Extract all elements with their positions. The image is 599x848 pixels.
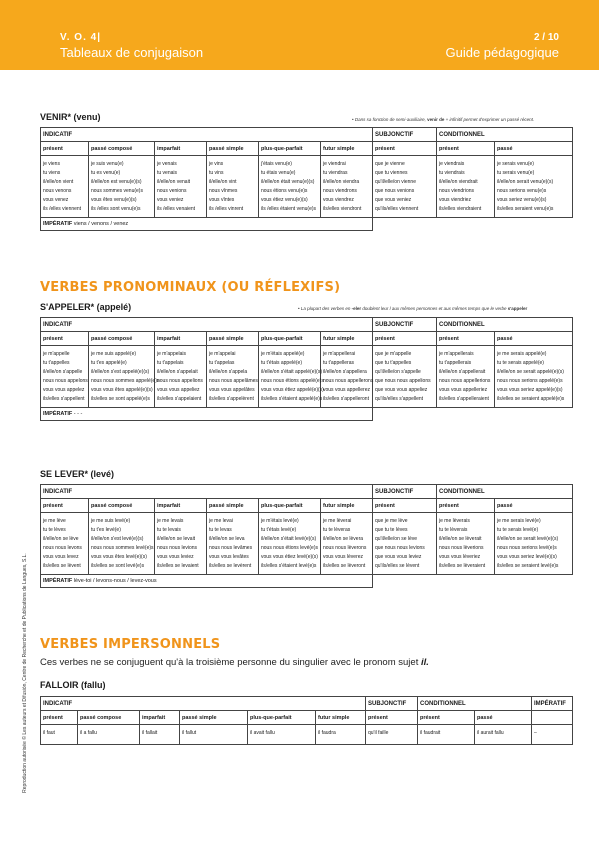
conjugation-form: vous vous êtes levé(e)(s) [91,554,147,560]
header-passe-compose: passé composé [89,332,155,346]
conjugation-form: ils/elles se lèvent [43,563,81,569]
header-title: Tableaux de conjugaison [60,45,204,60]
conjugation-form: nous nous sommes levé(e)s [91,545,154,551]
conjugation-table-falloir [40,696,573,745]
conjugation-form: que tu t'appelles [375,360,412,366]
conjugation-form: je serais venu(e) [497,161,534,167]
header-passe-compose: passé composé [89,499,155,513]
book-code: V. O. 4| [60,32,102,43]
conjugation-form: vous veniez [157,197,184,203]
conjugation-form: tu te serais appelé(e) [497,360,544,366]
header-passe-simple: passé simple [207,332,259,346]
conjugation-form: je me serais levé(e) [497,518,541,524]
header-plus-que-parfait: plus-que-parfait [259,332,321,346]
conjugation-form: je m'étais levé(e) [261,518,299,524]
conjugation-cell [259,156,321,218]
conjugation-cell [373,346,437,408]
conjugation-form: qu'il/elle/on vienne [375,179,416,185]
conjugation-form: il/elle/on viendrait [439,179,478,185]
conjugation-form: tu te levais [157,527,181,533]
conjugation-form: que nous venions [375,188,415,194]
conjugation-form: nous nous appellerons [323,378,374,384]
verb-title-falloir: FALLOIR (fallu) [40,680,106,690]
conjugation-cell [437,346,495,408]
conjugation-form: tu vins [209,170,224,176]
conjugation-form: nous nous lèverons [323,545,367,551]
group-indicatif: INDICATIF [41,485,373,499]
conjugation-cell [41,513,89,575]
header-present: présent [437,142,495,156]
conjugation-form: il/elle/on s'est levé(e)(s) [91,536,144,542]
conjugation-form: vous vous êtes appelé(e)(s) [91,387,153,393]
conjugation-form: je me lèverais [439,518,470,524]
conjugation-form: que tu viennes [375,170,408,176]
group-subjonctif: SUBJONCTIF [366,697,418,711]
conjugation-form: tu t'étais appelé(e) [261,360,302,366]
conjugation-form: que nous nous levions [375,545,425,551]
conjugation-form: qu'ils/elles se lèvent [375,563,420,569]
conjugation-form: ils /elles viennent [43,206,82,212]
imperatif-cell [41,408,373,421]
conjugation-form: ils/elles s'appelaient [157,396,202,402]
conjugation-form: je me lève [43,518,66,524]
conjugation-form: nous nous appellerions [439,378,491,384]
group-conditionnel: CONDITIONNEL [437,485,573,499]
header-right [446,32,560,60]
conjugation-form: vous vous leviez [157,554,194,560]
conjugation-form: tu t'appelles [43,360,70,366]
imperatif-forms: lève-toi / levons-nous / levez-vous [73,578,157,584]
header-plus-que-parfait: plus-que-parfait [259,142,321,156]
conjugation-form: je me suis levé(e) [91,518,131,524]
conjugation-form: vous vous lèveriez [439,554,481,560]
conjugation-form: il/elle/on s'est appelé(e)(s) [91,369,150,375]
verb-note-venir: • Dans sa fonction de semi-auxiliaire, venir de + infinitif permet d'exprimer un passé récent. [352,117,535,122]
header-present: présent [437,332,495,346]
header-plus-que-parfait: plus-que-parfait [248,711,316,725]
conjugation-form: vous vous appeliez [157,387,200,393]
header-passe-simple: passé simple [207,499,259,513]
imperatif-spacer [373,408,573,421]
header-cond-present: présent [418,711,475,725]
conjugation-cell [89,346,160,408]
conjugation-form: je me lèverai [323,518,352,524]
header-left [60,32,203,60]
conjugation-table-selever [40,484,573,588]
verb-title-selever: SE LEVER* (levé) [40,469,115,479]
conjugation-cell [437,513,495,575]
group-conditionnel: CONDITIONNEL [418,697,532,711]
imperatif-forms: viens / venons / venez [73,221,129,227]
conjugation-form: je me serais appelé(e) [497,351,547,357]
conjugation-form: il/elle/on se serait appelé(e)(s) [497,369,564,375]
cell-cond-present: il faudrait [418,725,475,745]
conjugation-form: je m'appelle [43,351,70,357]
conjugation-form: il/elle/on vint [209,179,237,185]
conjugation-cell [41,346,89,408]
header-passe-simple: passé simple [180,711,248,725]
conjugation-form: il/elle/on est venu(e)(s) [91,179,142,185]
conjugation-form: il/elle/on s'appelait [157,369,198,375]
conjugation-form: vous vous appelâtes [209,387,255,393]
conjugation-cell [495,346,573,408]
group-subjonctif: SUBJONCTIF [373,128,437,142]
conjugation-form: je viendrais [439,161,465,167]
conjugation-form: que vous veniez [375,197,412,203]
conjugation-form: je me levai [209,518,233,524]
conjugation-form: il/elle/on s'appelle [43,369,83,375]
conjugation-cell [321,513,373,575]
header-plus-que-parfait: plus-que-parfait [259,499,321,513]
conjugation-form: nous nous lèverions [439,545,484,551]
conjugation-form: je venais [157,161,177,167]
cell-imparfait: il fallait [140,725,180,745]
imperatif-forms: - - - [73,411,83,417]
conjugation-form: il/elle/on se leva [209,536,245,542]
conjugation-form: ils /elles venaient [157,206,196,212]
section-title-impersonnels: VERBES IMPERSONNELS [40,637,221,652]
conjugation-form: il/elle/on vient [43,179,74,185]
conjugation-form: vous viendrez [323,197,354,203]
conjugation-form: je viendrai [323,161,346,167]
header-futur-simple: futur simple [316,711,366,725]
conjugation-form: il/elle/on viendra [323,179,360,185]
cell-subj-present: qu'il faille [366,725,418,745]
header-imparfait: imparfait [155,332,207,346]
conjugation-form: nous nous appelions [157,378,203,384]
header-passe-compose: passé composé [89,142,155,156]
copyright-text: Reproduction autorisée © Les auteurs et Difusión, Centre de Recherche et de Publications de Langues, S.L. [22,553,28,793]
conjugation-form: j'étais venu(e) [261,161,292,167]
conjugation-form: ils/elles se sont appelé(e)s [91,396,150,402]
conjugation-form: que vous vous leviez [375,554,422,560]
conjugation-cell [321,346,373,408]
conjugation-form: nous viendrions [439,188,475,194]
conjugation-cell [321,156,373,218]
conjugation-cell [373,156,437,218]
conjugation-form: nous nous levâmes [209,545,253,551]
conjugation-cell [495,156,573,218]
conjugation-form: nous nous étions appelé(e)s [261,378,324,384]
conjugation-form: il/elle/on était venu(e)(s) [261,179,315,185]
conjugation-form: je viens [43,161,60,167]
conjugation-form: je m'appellerais [439,351,474,357]
conjugation-form: que je me lève [375,518,408,524]
conjugation-form: il/elle/on s'appellerait [439,369,486,375]
group-imperatif: IMPÉRATIF [532,697,573,711]
conjugation-form: qu'ils/elles viennent [375,206,419,212]
conjugation-cell [155,156,207,218]
conjugation-cell [207,346,259,408]
conjugation-form: ils /elles étaient venu(e)s [261,206,317,212]
conjugation-form: tu viendras [323,170,348,176]
imperatif-label: IMPÉRATIF [43,221,73,227]
conjugation-form: vous vous levez [43,554,79,560]
conjugation-form: que nous nous appelions [375,378,431,384]
conjugation-form: nous nous appelons [43,378,88,384]
conjugation-form: nous venions [157,188,187,194]
header-present: présent [41,499,89,513]
conjugation-form: que je vienne [375,161,405,167]
conjugation-form: nous venons [43,188,72,194]
group-indicatif: INDICATIF [41,128,373,142]
page-number: 2 / 10 [533,32,559,43]
conjugation-form: tu t'étais levé(e) [261,527,297,533]
conjugation-form: tu t'appelas [209,360,235,366]
conjugation-form: il/elle/on se serait levé(e)(s) [497,536,559,542]
conjugation-form: il/elle/on s'était levé(e)(s) [261,536,317,542]
header-present: présent [41,332,89,346]
conjugation-form: tu t'appelleras [323,360,354,366]
header-imperatif-empty [532,711,573,725]
imperatif-cell [41,218,373,231]
imperatif-label: IMPÉRATIF [43,411,73,417]
group-conditionnel: CONDITIONNEL [437,318,573,332]
imperatif-spacer [373,575,573,588]
group-conditionnel: CONDITIONNEL [437,128,573,142]
header-passe: passé [495,332,573,346]
conjugation-form: vous vous appelleriez [439,387,488,393]
conjugation-form: nous nous levons [43,545,82,551]
conjugation-form: vous vous seriez levé(e)(s) [497,554,557,560]
conjugation-form: il/elle/on se levait [157,536,196,542]
header-present: présent [373,332,437,346]
conjugation-form: vous venez [43,197,69,203]
conjugation-form: ils/elles s'étaient levé(e)s [261,563,317,569]
guide-title: Guide pédagogique [445,45,559,60]
verb-note-sappeler: • La plupart des verbes en -eler doublent leur l aux mêmes personnes et aux mêmes temps que le verbe s'appeler [298,306,528,311]
conjugation-form: je suis venu(e) [91,161,124,167]
conjugation-cell [207,513,259,575]
conjugation-form: tu t'es appelé(e) [91,360,127,366]
cell-passe-simple: il fallut [180,725,248,745]
conjugation-cell [207,156,259,218]
conjugation-form: tu venais [157,170,178,176]
conjugation-cell [437,156,495,218]
header-cond-passe: passé [475,711,532,725]
conjugation-form: tu es venu(e) [91,170,121,176]
cell-futur-simple: il faudra [316,725,366,745]
conjugation-form: ils/elles se sont levé(e)s [91,563,145,569]
conjugation-form: vous êtes venu(e)(s) [91,197,137,203]
header-present: présent [373,142,437,156]
imperatif-label: IMPÉRATIF [43,578,73,584]
cell-imperatif: – [532,725,573,745]
cell-present: il faut [41,725,78,745]
conjugation-form: qu'il/elle/on se lève [375,536,418,542]
conjugation-form: il/elle/on s'appellera [323,369,367,375]
conjugation-form: vous seriez venu(e)(s) [497,197,547,203]
header-passe: passé [495,142,573,156]
conjugation-form: nous nous levions [157,545,198,551]
conjugation-cell [259,346,324,408]
cell-passe-compose: il a fallu [78,725,140,745]
header-present: présent [373,499,437,513]
conjugation-form: vous vous seriez appelé(e)(s) [497,387,563,393]
conjugation-table-venir [40,127,573,231]
impersonnels-intro: Ces verbes ne se conjuguent qu'à la troisième personne du singulier avec le pronom sujet il. [40,657,429,668]
conjugation-form: ils/elles se lèveront [323,563,366,569]
conjugation-form: vous vous lèverez [323,554,364,560]
conjugation-form: ils/elles se levèrent [209,563,252,569]
conjugation-form: vous vîntes [209,197,235,203]
conjugation-form: nous nous serions appelé(e)s [497,378,563,384]
conjugation-form: il/elle/on se lève [43,536,79,542]
conjugation-form: qu'il/elle/on s'appelle [375,369,421,375]
conjugation-form: nous serions venu(e)s [497,188,547,194]
header-imparfait: imparfait [155,142,207,156]
conjugation-form: nous nous serions levé(e)s [497,545,557,551]
header-passe-compose: passé compose [78,711,140,725]
conjugation-cell [495,513,573,575]
conjugation-form: ils/elles se seraient levé(e)s [497,563,559,569]
conjugation-form: il/elle/on serait venu(e)(s) [497,179,554,185]
section-title-pronominaux: VERBES PRONOMINAUX (OU RÉFLEXIFS) [40,280,341,295]
conjugation-form: nous nous sommes appelé(e)s [91,378,160,384]
header-futur-simple: futur simple [321,142,373,156]
conjugation-form: ils/elles viendront [323,206,362,212]
conjugation-form: je me levais [157,518,184,524]
conjugation-form: tu étais venu(e) [261,170,296,176]
conjugation-table-sappeler [40,317,573,421]
conjugation-form: il/elle/on s'était appelé(e)(s) [261,369,322,375]
conjugation-form: vous vous étiez appelé(e)(s) [261,387,324,393]
conjugation-form: je m'appellerai [323,351,356,357]
conjugation-form: ils/elles s'appelleront [323,396,369,402]
header-banner [0,0,599,70]
conjugation-form: vous viendriez [439,197,471,203]
header-futur-simple: futur simple [321,499,373,513]
header-passe: passé [495,499,573,513]
conjugation-form: que vous vous appeliez [375,387,428,393]
conjugation-cell [155,513,207,575]
conjugation-cell [41,156,89,218]
conjugation-form: il/elle/on se lèvera [323,536,364,542]
conjugation-cell [89,513,155,575]
imperatif-cell [41,575,373,588]
conjugation-form: ils/elles viendraient [439,206,482,212]
conjugation-form: tu t'es levé(e) [91,527,121,533]
conjugation-form: ils /elles sont venu(e)s [91,206,141,212]
conjugation-form: tu serais venu(e) [497,170,535,176]
imperatif-spacer [373,218,573,231]
conjugation-form: nous nous étions levé(e)s [261,545,318,551]
conjugation-form: ils/elles se seraient appelé(e)s [497,396,565,402]
cell-cond-passe: il aurait fallu [475,725,532,745]
header-present: présent [437,499,495,513]
conjugation-form: nous nous appelâmes [209,378,258,384]
conjugation-form: il/elle/on se lèverait [439,536,482,542]
cell-plus-que-parfait: il avait fallu [248,725,316,745]
conjugation-form: tu t'appelais [157,360,184,366]
copyright-side-note [20,520,28,830]
group-indicatif: INDICATIF [41,697,366,711]
conjugation-form: tu te levas [209,527,232,533]
conjugation-form: il/elle/on venait [157,179,191,185]
conjugation-form: ils/elles s'appellent [43,396,85,402]
conjugation-form: nous étions venu(e)s [261,188,308,194]
conjugation-form: nous vînmes [209,188,238,194]
conjugation-form: ils/elles s'étaient appelé(e)s [261,396,323,402]
conjugation-cell [373,513,437,575]
header-present: présent [41,142,89,156]
header-subj-present: présent [366,711,418,725]
conjugation-form: tu t'appellerais [439,360,472,366]
conjugation-cell [259,513,321,575]
conjugation-form: tu te lèveras [323,527,351,533]
conjugation-form: vous vous étiez levé(e)(s) [261,554,318,560]
header-futur-simple: futur simple [321,332,373,346]
conjugation-form: je m'étais appelé(e) [261,351,305,357]
conjugation-form: il/elle/on s'appela [209,369,248,375]
conjugation-form: tu te lèves [43,527,66,533]
header-present: présent [41,711,78,725]
conjugation-form: je m'appelai [209,351,236,357]
verb-title-sappeler: S'APPELER* (appelé) [40,302,132,312]
conjugation-form: vous vous appelez [43,387,85,393]
conjugation-form: vous vous appellerez [323,387,370,393]
conjugation-form: je me suis appelé(e) [91,351,137,357]
conjugation-form: qu'ils/elles s'appellent [375,396,424,402]
conjugation-form: ils/elles se lèveraient [439,563,486,569]
conjugation-cell [89,156,155,218]
group-subjonctif: SUBJONCTIF [373,318,437,332]
conjugation-form: tu te lèverais [439,527,468,533]
conjugation-form: je vins [209,161,224,167]
verb-title-venir: VENIR* (venu) [40,112,101,122]
conjugation-form: ils/elles s'appelèrent [209,396,254,402]
conjugation-form: tu viens [43,170,61,176]
header-passe-simple: passé simple [207,142,259,156]
conjugation-form: ils/elles se levaient [157,563,199,569]
conjugation-form: ils /elles vinrent [209,206,244,212]
conjugation-form: ils/elles seraient venu(e)s [497,206,554,212]
header-imparfait: imparfait [140,711,180,725]
header-imparfait: imparfait [155,499,207,513]
group-indicatif: INDICATIF [41,318,373,332]
group-subjonctif: SUBJONCTIF [373,485,437,499]
conjugation-form: je m'appelais [157,351,187,357]
conjugation-form: tu te serais levé(e) [497,527,539,533]
conjugation-form: ils/elles s'appelleraient [439,396,489,402]
conjugation-form: vous vous levâtes [209,554,249,560]
conjugation-form: tu viendrais [439,170,465,176]
conjugation-form: nous viendrons [323,188,357,194]
conjugation-form: que tu te lèves [375,527,408,533]
conjugation-form: vous étiez venu(e)(s) [261,197,308,203]
conjugation-cell [155,346,207,408]
conjugation-form: nous sommes venu(e)s [91,188,143,194]
conjugation-form: que je m'appelle [375,351,412,357]
